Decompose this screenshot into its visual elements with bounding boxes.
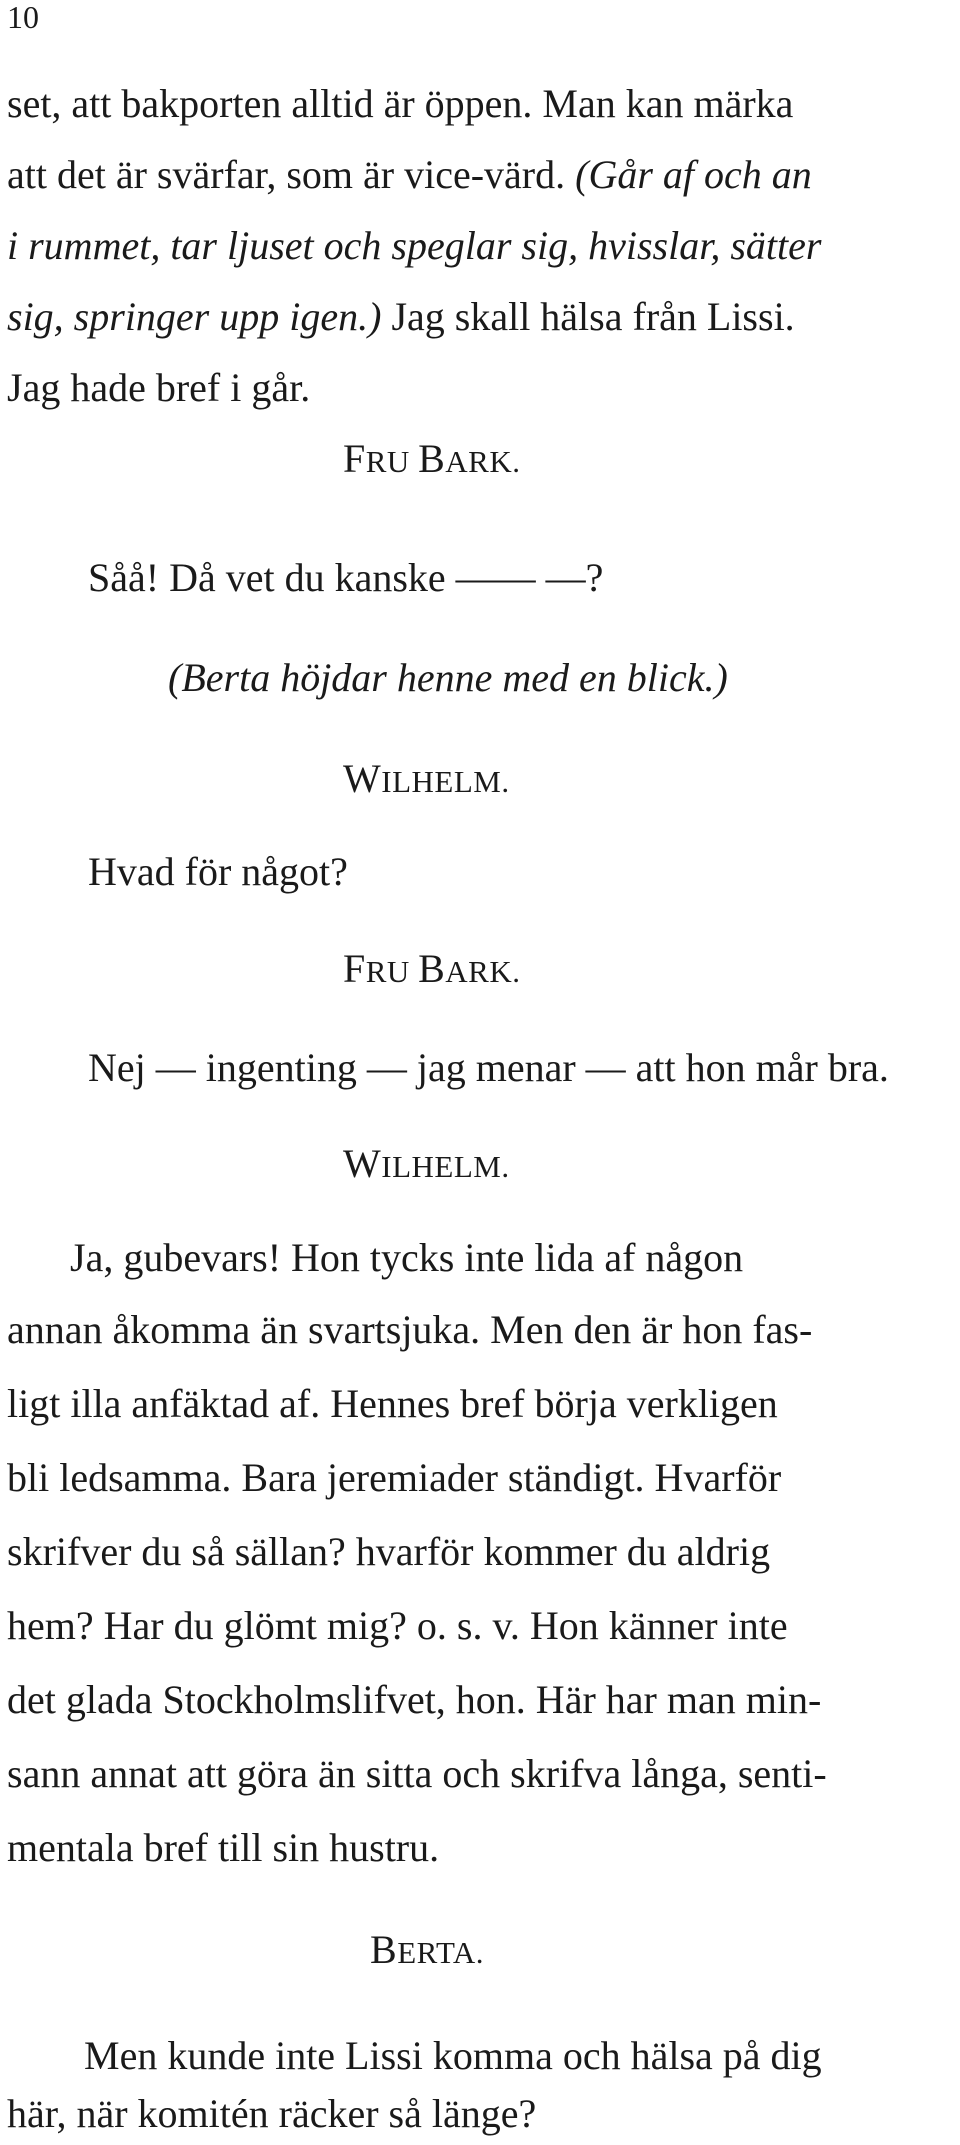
text-line: det glada Stockholmslifvet, hon. Här har man min- [7,1677,822,1722]
text-line: set, att bakporten alltid är öppen. Man kan märka [7,81,794,126]
stage-direction-line: i rummet, tar ljuset och speglar sig, hvisslar, sätter [7,223,822,268]
speaker-fru-bark: FRU BARK. [343,436,521,481]
text-line: Ja, gubevars! Hon tycks inte lida af någon [70,1235,744,1280]
text-line: ligt illa anfäktad af. Hennes bref börja verkligen [7,1381,778,1426]
text-line: skrifver du så sällan? hvarför kommer du aldrig [7,1529,771,1574]
text-line: här, när komitén räcker så länge? [7,2091,537,2136]
text-line: mentala bref till sin hustru. [7,1825,440,1870]
text-line: sig, springer upp igen.) Jag skall hälsa från Lissi. [7,294,795,339]
speaker-fru-bark: FRU BARK. [343,946,521,991]
text-line: bli ledsamma. Bara jeremiader ständigt. Hvarför [7,1455,782,1500]
text-line: Hvad för något? [88,849,348,894]
text-line: Jag hade bref i går. [7,365,311,410]
page-number: 10 [7,0,39,35]
text-line: hem? Har du glömt mig? o. s. v. Hon känner inte [7,1603,788,1648]
text-line: annan åkomma än svartsjuka. Men den är hon fas- [7,1307,813,1352]
stage-direction-line: (Berta höjdar henne med en blick.) [168,655,728,700]
speaker-wilhelm: WILHELM. [343,1141,510,1186]
text-line: Men kunde inte Lissi komma och hälsa på dig [84,2033,822,2078]
text-line: Såå! Då vet du kanske —— —? [88,555,604,600]
speaker-berta: BERTA. [370,1927,485,1972]
text-line: att det är svärfar, som är vice-värd. (Går af och an [7,152,812,197]
text-line: sann annat att göra än sitta och skrifva långa, senti- [7,1751,827,1796]
speaker-wilhelm: WILHELM. [343,756,510,801]
text-line: Nej — ingenting — jag menar — att hon mår bra. [88,1045,889,1090]
